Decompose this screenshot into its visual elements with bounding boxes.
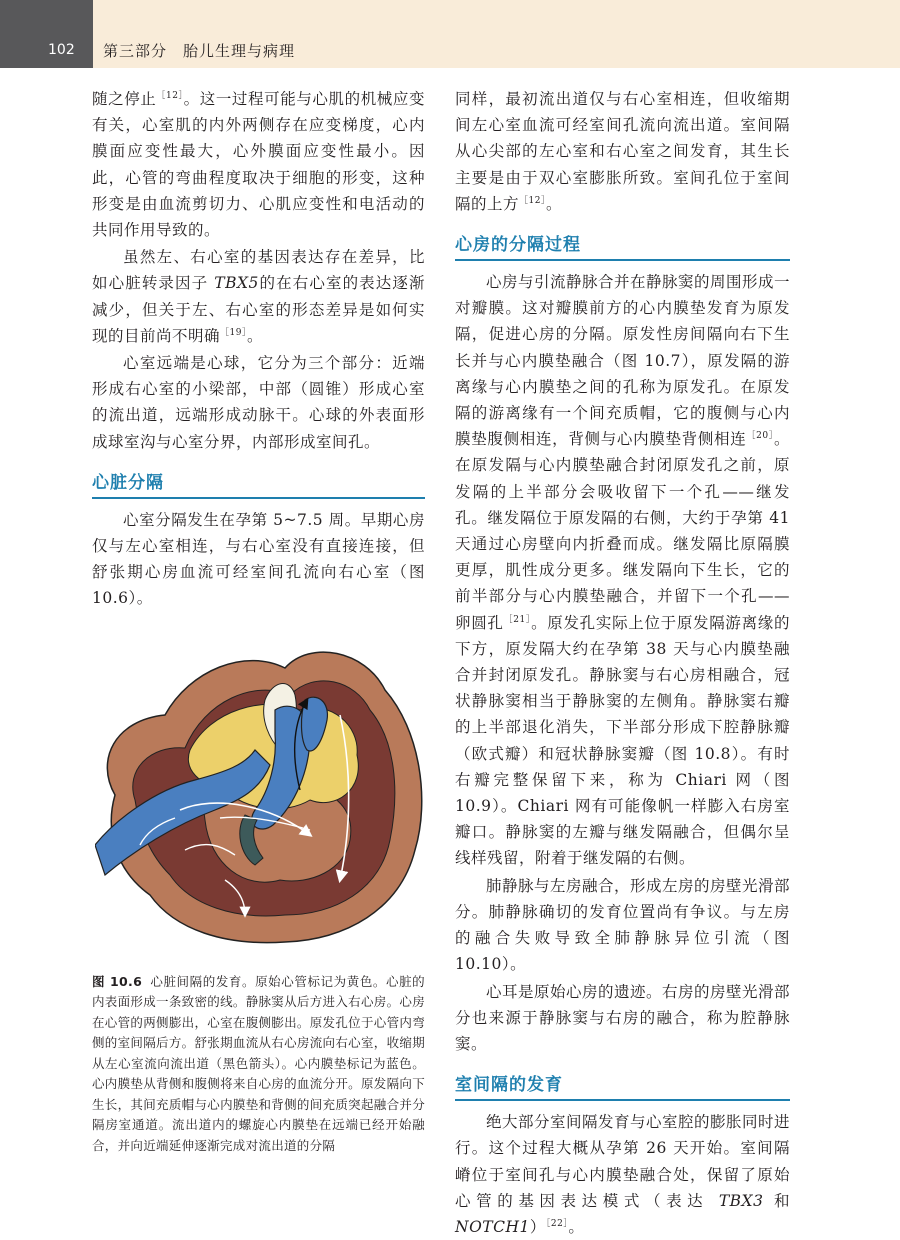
paragraph: 心房与引流静脉合并在静脉窦的周围形成一对瓣膜。这对瓣膜前方的心内膜垫发育为原发隔，促进心房的分隔。原发性房间隔向右下生长并与心内膜垫融合（图 10.7），原发隔的游离缘与心内膜垫之间的孔称为原发孔。在原发隔的游离缘有一个间充质帽，它的腹侧与心内膜垫腹侧相连，背侧与心内膜垫背侧相连$^{[20]}$。在原发隔与心内膜垫融合封闭原发孔之前，原发隔的上半部分会吸收留下一个孔——继发孔。继发隔位于原发隔的右侧，大约于孕第 41 天通过心房壁向内折叠而成。继发隔比原隔膜更厚，肌性成分更多。继发隔向下生长，它的前半部分与心内膜垫融合，并留下一个孔——卵圆孔$^{[21]}$。原发孔实际上位于原发隔游离缘的下方，原发隔大约在孕第 38 天与心内膜垫融合并封闭原发孔。静脉窦与右心房相融合，冠状静脉窦相当于静脉窦的左侧角。静脉窦右瓣的上半部退化消失，下半部分形成下腔静脉瓣（欧式瓣）和冠状静脉窦瓣（图 10.8）。有时右瓣完整保留下来，称为 Chiari 网（图 10.9）。Chiari 网有可能像帆一样膨入右房室瓣口。静脉窦的左瓣与继发隔融合，但偶尔呈线样残留，附着于继发隔的右侧。 [455, 273, 791, 868]
section-heading: 心房的分隔过程 [455, 225, 790, 261]
paragraph: 同样，最初流出道仅与右心室相连，但收缩期间左心室血流可经室间孔流向流出道。室间隔从心尖部的左心室和右心室之间发育，其生长主要是由于双心室膨胀所致。室间孔位于室间隔的上方$^{[12]}$。 [455, 90, 790, 213]
paragraph: 虽然左、右心室的基因表达存在差异，比如心脏转录因子 TBX5的在右心室的表达逐渐减少，但关于左、右心室的形态差异是如何实现的目前尚不明确$^{[19]}$。 [92, 248, 425, 345]
right-column [455, 86, 790, 1240]
figure-caption: 图 10.6 心脏间隔的发育。原始心管标记为黄色。心脏的内表面形成一条致密的线。静脉窦从后方进入右心房。心房在心管的两侧膨出，心室在腹侧膨出。原发孔位于心管内弯侧的室间隔后方。舒张期血流从右心房流向右心室，收缩期从左心室流向流出道（黑色箭头）。心内膜垫标记为蓝色。心内膜垫从背侧和腹侧将来自心房的血流分开。原发隔向下生长，其间充质帽与心内膜垫和背侧的间充质突起融合并分隔房室通道。流出道内的螺旋心内膜垫在远端已经开始融合，并向近端延伸逐渐完成对流出道的分隔 [92, 973, 425, 1153]
running-head: 第三部分 胎儿生理与病理 [103, 42, 296, 60]
page-number: 102 [48, 42, 75, 58]
paragraph: 随之停止$^{[12]}$。这一过程可能与心肌的机械应变有关，心室肌的内外两侧存在应变梯度，心内膜面应变性最大，心外膜面应变性最小。因此，心管的弯曲程度取决于细胞的形变，这种形变是由血流剪切力、心肌应变性和电活动的共同作用导致的。 [92, 90, 425, 240]
header-band [0, 0, 900, 68]
heart-septation-figure [95, 640, 425, 958]
section-heading: 室间隔的发育 [455, 1065, 790, 1101]
header-tab [0, 0, 93, 68]
left-column [92, 86, 425, 1156]
paragraph: 肺静脉与左房融合，形成左房的房壁光滑部分。肺静脉确切的发育位置尚有争议。与左房的融合失败导致全肺静脉异位引流（图 10.10）。 [455, 876, 791, 974]
paragraph: 绝大部分室间隔发育与心室腔的膨胀同时进行。这个过程大概从孕第 26 天开始。室间隔嵴位于室间孔与心内膜垫融合处，保留了原始心管的基因表达模式（表达 TBX3 和 NOTCH1）$^{[22]}$。 [455, 1113, 791, 1236]
paragraph: 心室远端是心球，它分为三个部分：近端形成右心室的小梁部，中部（圆锥）形成心室的流出道，远端形成动脉干。心球的外表面形成球室沟与心室分界，内部形成室间孔。 [92, 354, 425, 451]
paragraph: 心室分隔发生在孕第 5~7.5 周。早期心房仅与左心室相连，与右心室没有直接连接，但舒张期心房血流可经室间孔流向右心室（图 10.6）。 [92, 510, 425, 608]
paragraph: 心耳是原始心房的遗迹。右房的房壁光滑部分也来源于静脉窦与右房的融合，称为腔静脉窦。 [455, 982, 791, 1053]
section-heading: 心脏分隔 [92, 463, 425, 499]
